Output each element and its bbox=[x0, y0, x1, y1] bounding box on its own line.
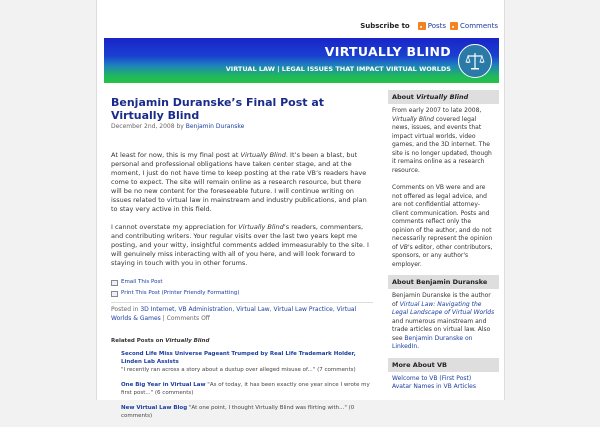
category-link[interactable]: VB Administration bbox=[178, 306, 233, 313]
post-title[interactable]: Benjamin Duranske’s Final Post at Virtually Blind bbox=[111, 96, 325, 122]
sidebar bbox=[388, 90, 499, 395]
sidebar-more-list bbox=[388, 372, 499, 395]
main-content bbox=[111, 96, 373, 427]
post-date: December 2nd, 2008 by bbox=[111, 123, 186, 130]
subscribe-comments-link[interactable] bbox=[450, 22, 498, 30]
sidebar-heading-more: More About VB bbox=[388, 358, 499, 372]
linkedin-link[interactable]: Benjamin Duranske on LinkedIn bbox=[392, 334, 473, 350]
post-meta bbox=[111, 123, 373, 130]
sidebar-heading-about: About Virtually Blind bbox=[388, 90, 499, 104]
subscribe-label: Subscribe to bbox=[360, 22, 410, 30]
subscribe-posts-link[interactable] bbox=[418, 22, 446, 30]
book-link[interactable]: Virtual Law: Navigating the Legal Landscape of Virtual Worlds bbox=[392, 300, 495, 316]
sidebar-author-text: Benjamin Duranske is the author of Virtual Law: Navigating the Legal Landscape of Virtual Worlds and numerous mainstream and trade articles on virtual law. Also see Benjamin Duranske on LinkedIn. bbox=[392, 292, 495, 350]
category-link[interactable]: Virtual Worlds & Games bbox=[111, 306, 357, 322]
sidebar-link[interactable]: Welcome to VB (First Post) bbox=[392, 374, 472, 382]
related-posts bbox=[111, 338, 373, 420]
email-post-link[interactable]: Email This Post bbox=[121, 279, 163, 285]
post-body bbox=[111, 151, 373, 268]
subscribe-posts-label: Posts bbox=[427, 22, 447, 30]
sidebar-link[interactable]: Avatar Names in VB Articles bbox=[392, 383, 476, 390]
site-banner[interactable] bbox=[104, 38, 499, 83]
scales-of-justice-icon bbox=[458, 44, 492, 78]
list-item bbox=[121, 404, 373, 420]
subscribe-comments-label: Comments bbox=[460, 22, 498, 30]
related-post-link[interactable]: One Big Year in Virtual Law bbox=[121, 382, 206, 388]
category-link[interactable]: Virtual Law Practice bbox=[273, 306, 333, 313]
related-post-excerpt: "At one point, I thought Virtually Blind was flirting with..." (0 comments) bbox=[121, 405, 355, 419]
page-container bbox=[96, 0, 505, 419]
related-post-excerpt: "As of today, it has been exactly one year since I wrote my first post..." (6 comments) bbox=[121, 382, 370, 396]
post-author-link[interactable]: Benjamin Duranske bbox=[185, 123, 245, 130]
subscribe-bar bbox=[360, 22, 498, 30]
post-paragraph: At least for now, this is my final post at Virtually Blind. It’s been a blast, but personal and professional obligations have taken center stage, and at the moment, I just do not have time to keep posting at the rate VB’s readers have come to expect. The site will remain online as a research resource, but there will be no new content for the foreseeable future. I will continue writing on issues related to virtual law in mainstream and industry publications, and plan to stay very active in this field. bbox=[111, 151, 367, 213]
sidebar-about-text: From early 2007 to late 2008, Virtually Blind covered legal news, issues, and events that impact virtual worlds, video games, and the 3D internet. The site is no longer updated, though it remains online as a research resource. bbox=[392, 107, 492, 174]
rss-icon bbox=[418, 22, 426, 30]
post-paragraph: I cannot overstate my appreciation for Virtually Blind’s readers, commenters, and contributing writers. Your regular visits over the last two years kept me posting, and your witty, insightful comments added immeasurably to the site. I will genuinely miss interacting with all of you here, and will look forward to staying in touch with you in other forums. bbox=[111, 223, 369, 267]
related-post-link[interactable]: Second Life Miss Universe Pageant Trumped by Real Life Trademark Holder, Linden Lab Assists bbox=[121, 351, 356, 365]
printer-icon bbox=[111, 291, 118, 297]
sidebar-disclaimer: Comments on VB were and are not offered as legal advice, and are not confidential attorney-client communication. Posts and comments reflect only the opinion of the author, and do not necessarily represent the opinion of VB's editor, other contributors, sponsors, or any author's employer. bbox=[392, 184, 493, 268]
post-categories: Posted in 3D Internet, VB Administration, Virtual Law, Virtual Law Practice, Virtual Worlds & Games | Comments Off bbox=[111, 302, 373, 323]
site-title[interactable]: VIRTUALLY BLIND bbox=[324, 44, 451, 59]
email-icon bbox=[111, 280, 118, 286]
post-tools bbox=[111, 277, 373, 299]
category-link[interactable]: Virtual Law bbox=[236, 306, 270, 313]
rss-icon bbox=[450, 22, 458, 30]
print-post-link[interactable]: Print This Post (Printer Friendly Formatting) bbox=[121, 290, 240, 296]
sidebar-heading-author: About Benjamin Duranske bbox=[388, 275, 499, 289]
related-heading: Related Posts on Virtually Blind bbox=[111, 338, 210, 344]
category-link[interactable]: 3D Internet bbox=[140, 306, 175, 313]
site-tagline: VIRTUAL LAW | LEGAL ISSUES THAT IMPACT VIRTUAL WORLDS bbox=[225, 65, 451, 73]
list-item bbox=[121, 350, 373, 374]
list-item bbox=[121, 381, 373, 397]
comments-status: Comments Off bbox=[166, 315, 210, 322]
related-post-excerpt: "I recently ran across a story about a dustup over alleged misuse of..." (7 comments) bbox=[121, 367, 356, 373]
related-post-link[interactable]: New Virtual Law Blog bbox=[121, 405, 188, 411]
